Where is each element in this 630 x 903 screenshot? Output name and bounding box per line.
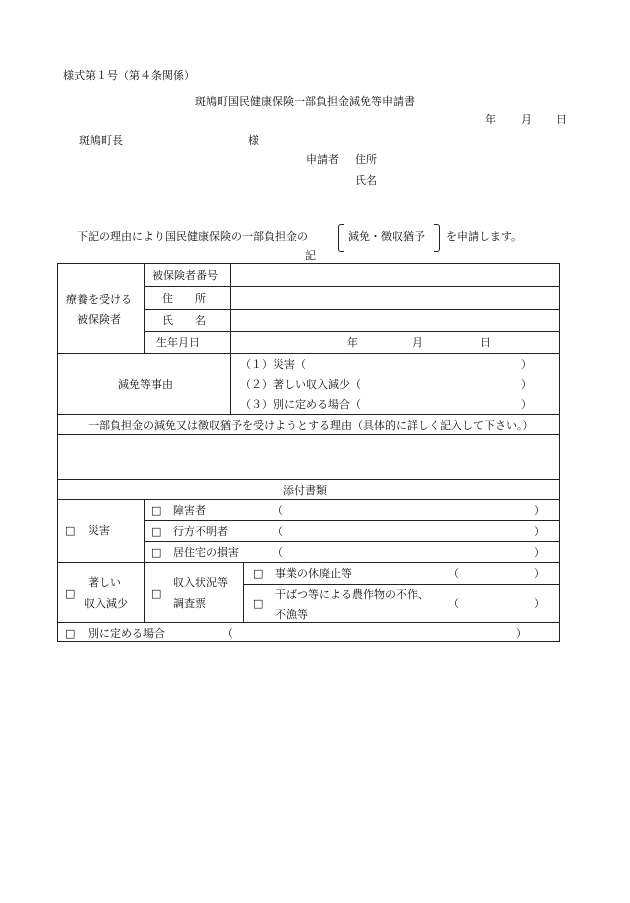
crop-failure-label-2: 不漁等 bbox=[275, 608, 308, 621]
reason-item-2: （２）著しい収入減少（ bbox=[240, 378, 361, 391]
crop-failure-open: （ bbox=[448, 597, 459, 610]
ki-label: 記 bbox=[305, 249, 316, 262]
addressee-suffix: 様 bbox=[248, 134, 259, 147]
business-closure-label: 事業の休廃止等 bbox=[275, 567, 352, 580]
missing-close: ） bbox=[534, 525, 545, 538]
reason-item-1: （１）災害（ bbox=[240, 358, 306, 371]
house-damage-close: ） bbox=[534, 546, 545, 559]
vline-insured-2 bbox=[230, 264, 231, 353]
income-label-1: 著しい bbox=[88, 576, 121, 589]
intro-text-after: を申請します。 bbox=[446, 230, 523, 243]
attachments-header: 添付書類 bbox=[283, 484, 327, 497]
insured-number-label: 被保険者番号 bbox=[152, 269, 218, 282]
birth-year: 年 bbox=[347, 336, 358, 349]
line-attach-header-top bbox=[58, 479, 559, 480]
vline-insured-1 bbox=[144, 264, 145, 353]
date-day: 日 bbox=[556, 113, 567, 126]
line-income-top bbox=[58, 562, 559, 563]
vline-reason bbox=[230, 353, 231, 414]
birth-month: 月 bbox=[412, 336, 423, 349]
vline-attach-1 bbox=[144, 499, 145, 622]
missing-checkbox[interactable]: □ bbox=[151, 525, 162, 538]
disabled-close: ） bbox=[534, 504, 545, 517]
crop-failure-close: ） bbox=[534, 597, 545, 610]
line-disaster-2 bbox=[144, 541, 559, 542]
disabled-checkbox[interactable]: □ bbox=[151, 504, 162, 517]
house-damage-open: （ bbox=[272, 546, 283, 559]
insured-address-label: 住 所 bbox=[162, 292, 206, 305]
page-title: 斑鳩町国民健康保険一部負担金減免等申請書 bbox=[195, 95, 415, 108]
option-bracket-right bbox=[434, 224, 440, 252]
line-reason-top bbox=[58, 353, 559, 354]
line-other-top bbox=[58, 622, 559, 623]
insured-group-label-1: 療養を受ける bbox=[66, 293, 132, 306]
reason-item-3: （３）別に定める場合（ bbox=[240, 398, 361, 411]
survey-label-1: 収入状況等 bbox=[173, 576, 228, 589]
vline-income-2 bbox=[243, 562, 244, 622]
line-detail-header-bottom bbox=[58, 434, 559, 435]
applicant-label: 申請者 bbox=[306, 153, 339, 166]
date-year: 年 bbox=[485, 113, 496, 126]
reason-item-2-close: ） bbox=[521, 378, 532, 391]
applicant-address-label: 住所 bbox=[355, 153, 377, 166]
other-case-checkbox[interactable]: □ bbox=[65, 627, 76, 640]
disaster-label: 災害 bbox=[88, 524, 110, 537]
missing-open: （ bbox=[272, 525, 283, 538]
survey-label-2: 調査票 bbox=[173, 597, 206, 610]
option-text: 減免・徴収猶予 bbox=[348, 230, 425, 243]
income-checkbox[interactable]: □ bbox=[65, 587, 76, 600]
business-closure-open: （ bbox=[448, 567, 459, 580]
house-damage-label: 居住宅の損害 bbox=[173, 546, 239, 559]
line-insured-2 bbox=[144, 309, 559, 310]
disabled-open: （ bbox=[272, 504, 283, 517]
reason-item-3-close: ） bbox=[521, 398, 532, 411]
intro-text-before: 下記の理由により国民健康保険の一部負担金の bbox=[77, 230, 308, 243]
insured-birth-label: 生年月日 bbox=[156, 336, 200, 349]
income-label-2: 収入減少 bbox=[84, 597, 128, 610]
reason-item-1-close: ） bbox=[521, 358, 532, 371]
business-closure-close: ） bbox=[534, 567, 545, 580]
line-insured-1 bbox=[144, 286, 559, 287]
option-bracket-left bbox=[338, 224, 344, 252]
disabled-label: 障害者 bbox=[173, 504, 206, 517]
crop-failure-label-1: 干ばつ等による農作物の不作、 bbox=[275, 588, 429, 601]
survey-checkbox[interactable]: □ bbox=[151, 587, 162, 600]
addressee: 斑鳩町長 bbox=[79, 134, 123, 147]
other-case-close: ） bbox=[516, 627, 527, 640]
reason-label: 減免等事由 bbox=[118, 378, 173, 391]
application-table bbox=[57, 263, 560, 642]
line-income-mid bbox=[243, 584, 559, 585]
line-attach-header-bottom bbox=[58, 499, 559, 500]
line-detail-header-top bbox=[58, 414, 559, 415]
missing-label: 行方不明者 bbox=[173, 525, 228, 538]
business-closure-checkbox[interactable]: □ bbox=[253, 567, 264, 580]
birth-day: 日 bbox=[480, 336, 491, 349]
line-disaster-1 bbox=[144, 520, 559, 521]
date-month: 月 bbox=[521, 113, 532, 126]
insured-group-label-2: 被保険者 bbox=[77, 313, 121, 326]
other-case-label: 別に定める場合 bbox=[88, 627, 165, 640]
insured-name-label: 氏 名 bbox=[162, 314, 206, 327]
disaster-checkbox[interactable]: □ bbox=[65, 524, 76, 537]
reason-detail-header: 一部負担金の減免又は徴収猶予を受けようとする理由（具体的に詳しく記入して下さい。） bbox=[88, 419, 534, 432]
line-insured-3 bbox=[144, 331, 559, 332]
form-number: 様式第１号（第４条関係） bbox=[63, 69, 195, 82]
crop-failure-checkbox[interactable]: □ bbox=[253, 597, 264, 610]
applicant-name-label: 氏名 bbox=[355, 174, 377, 187]
house-damage-checkbox[interactable]: □ bbox=[151, 546, 162, 559]
other-case-open: （ bbox=[222, 627, 233, 640]
